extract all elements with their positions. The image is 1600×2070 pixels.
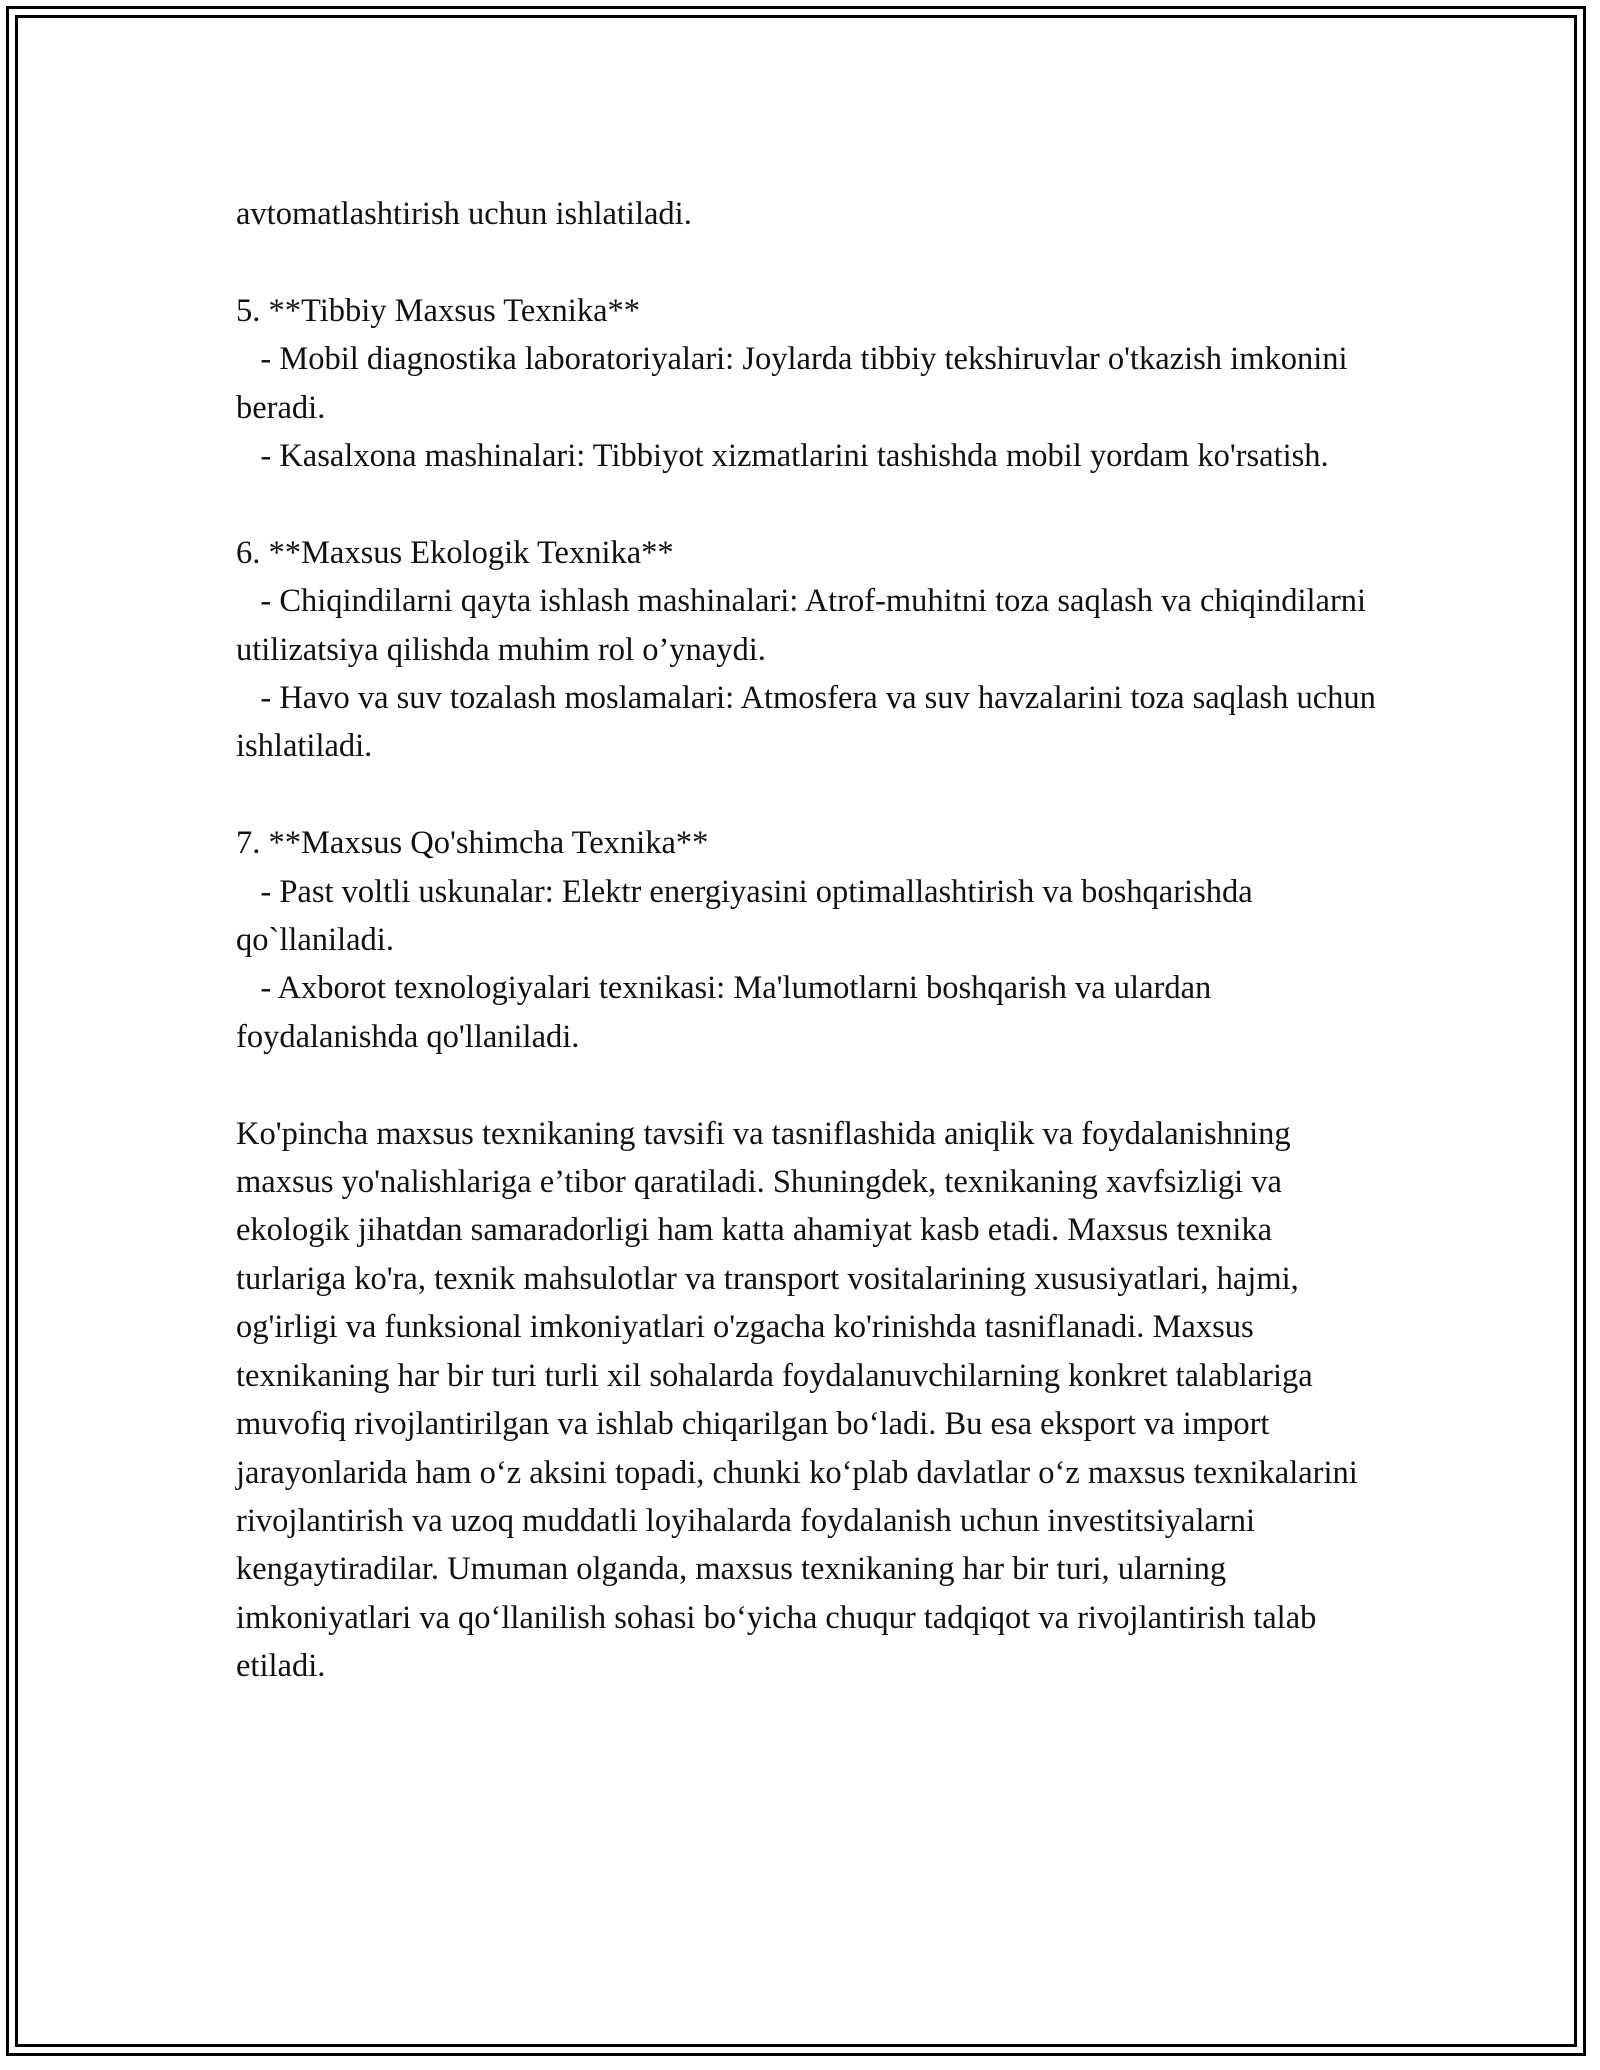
section-7-heading: 7. **Maxsus Qo'shimcha Texnika** [236, 825, 709, 862]
section-5-item-2: - Kasalxona mashinalari: Tibbiyot xizmatlarini tashishda mobil yordam ko'rsatish. [236, 438, 1329, 475]
paragraph-gap [236, 480, 1376, 528]
section-5-item-1: - Mobil diagnostika laboratoriyalari: Joylarda tibbiy tekshiruvlar o'tkazish imkonini beradi. [236, 341, 1356, 426]
paragraph-gap [236, 771, 1376, 819]
intro-tail-paragraph: avtomatlashtirish uchun ishlatiladi. [236, 196, 692, 232]
conclusion-paragraph: Ko'pincha maxsus texnikaning tavsifi va tasniflashida aniqlik va foydalanishning maxsus yo'nalishlariga e’tibor qaratiladi. Shuningdek, texnikaning xavfsizligi va ekologik jihatdan samaradorligi ham katta ahamiyat kasb etadi. Maxsus texnika turlariga ko'ra, texnik mahsulotlar va transport vositalarining xususiyatlari, hajmi, og'irligi va funksional imkoniyatlari o'zgacha ko'rinishda tasniflanadi. Maxsus texnikaning har bir turi turli xil sohalarda foydalanuvchilarning konkret talablariga muvofiq rivojlantirilgan va ishlab chiqarilgan bo‘ladi. Bu esa eksport va import jarayonlarida ham o‘z aksini topadi, chunki ko‘plab davlatlar o‘z maxsus texnikalarini rivojlantirish va uzoq muddatli loyihalarda foydalanish uchun investitsiyalarni kengaytiradilar. Umuman olganda, maxsus texnikaning har bir turi, ularning imkoniyatlari va qo‘llanilish sohasi bo‘yicha chuqur tadqiqot va rivojlantirish talab etiladi. [236, 1115, 1366, 1685]
section-6-item-1: - Chiqindilarni qayta ishlash mashinalari: Atrof-muhitni toza saqlash va chiqindilarni utilizatsiya qilishda muhim rol o’ynaydi. [236, 583, 1375, 668]
section-7-item-1: - Past voltli uskunalar: Elektr energiyasini optimallashtirish va boshqarishda qo`llaniladi. [236, 873, 1261, 959]
section-7-item-2: - Axborot texnologiyalari texnikasi: Ma'lumotlarni boshqarish va ulardan foydalanishda qo'llaniladi. [236, 970, 1220, 1055]
section-6-heading: 6. **Maxsus Ekologik Texnika** [236, 534, 674, 571]
section-6-item-2: - Havo va suv tozalash moslamalari: Atmosfera va suv havzalarini toza saqlash uchun ishlatiladi. [236, 680, 1384, 765]
document-body [236, 190, 1384, 1691]
section-5-heading: 5. **Tibbiy Maxsus Texnika** [236, 292, 641, 329]
paragraph-gap [236, 1061, 1376, 1109]
paragraph-gap [236, 238, 1376, 286]
